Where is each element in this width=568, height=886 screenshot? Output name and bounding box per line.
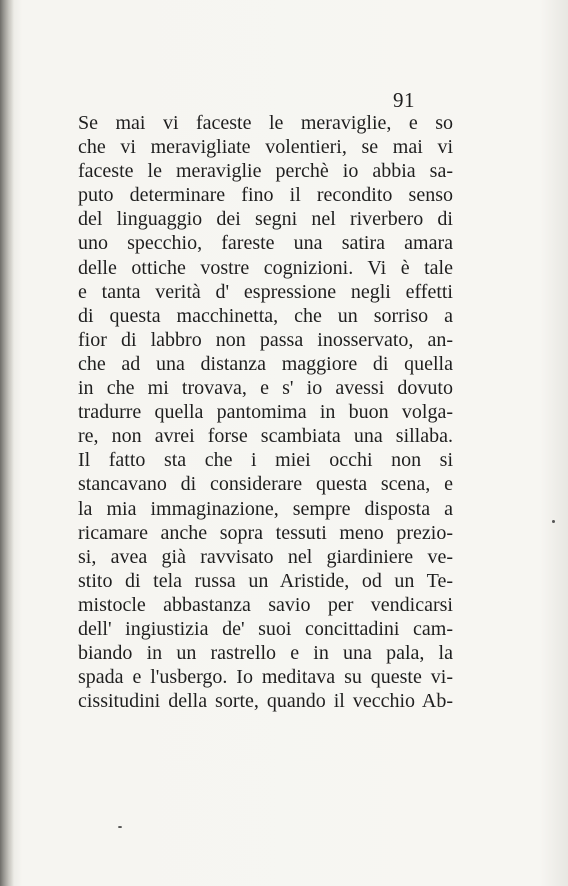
paper-speck (552, 520, 555, 523)
text-line: si, avea già ravvisato nel giardiniere ve- (78, 545, 453, 568)
text-line: stancavano di considerare questa scena, e (78, 473, 453, 496)
text-line: cissitudini della sorte, quando il vecchio Ab- (78, 690, 453, 713)
text-line: e tanta verità d' espressione negli effetti (78, 280, 453, 303)
text-line: tradurre quella pantomima in buon volga- (78, 401, 453, 424)
text-line: mistocle abbastanza savio per vendicarsi (78, 593, 453, 616)
text-line: fior di labbro non passa inosservato, an- (78, 328, 453, 351)
text-line: biando in un rastrello e in una pala, la (78, 642, 453, 665)
paper-speck (118, 826, 122, 828)
text-line: in che mi trovava, e s' io avessi dovuto (78, 377, 453, 400)
text-line: spada e l'usbergo. Io meditava su queste vi- (78, 666, 453, 689)
text-line: stito di tela russa un Aristide, od un Te- (78, 569, 453, 592)
text-line: la mia immaginazione, sempre disposta a (78, 497, 453, 520)
text-line: ricamare anche sopra tessuti meno prezio- (78, 521, 453, 544)
text-line: che ad una distanza maggiore di quella (78, 352, 453, 375)
page-number: 91 (393, 88, 415, 112)
text-line: Il fatto sta che i miei occhi non si (78, 449, 453, 472)
text-line: re, non avrei forse scambiata una sillaba. (78, 425, 453, 448)
text-line: di questa macchinetta, che un sorriso a (78, 304, 453, 327)
text-line: dell' ingiustizia de' suoi concittadini cam- (78, 617, 453, 640)
text-line: Se mai vi faceste le meraviglie, e so (78, 112, 453, 134)
text-line: faceste le meraviglie perchè io abbia sa- (78, 160, 453, 183)
body-text (78, 111, 453, 713)
text-line: puto determinare fino il recondito senso (78, 184, 453, 207)
text-line: uno specchio, fareste una satira amara (78, 232, 453, 255)
text-line: delle ottiche vostre cognizioni. Vi è tale (78, 256, 453, 279)
page-gutter-shadow (0, 0, 14, 886)
text-line: che vi meravigliate volentieri, se mai vi (78, 136, 453, 159)
text-line: del linguaggio dei segni nel riverbero di (78, 208, 453, 231)
